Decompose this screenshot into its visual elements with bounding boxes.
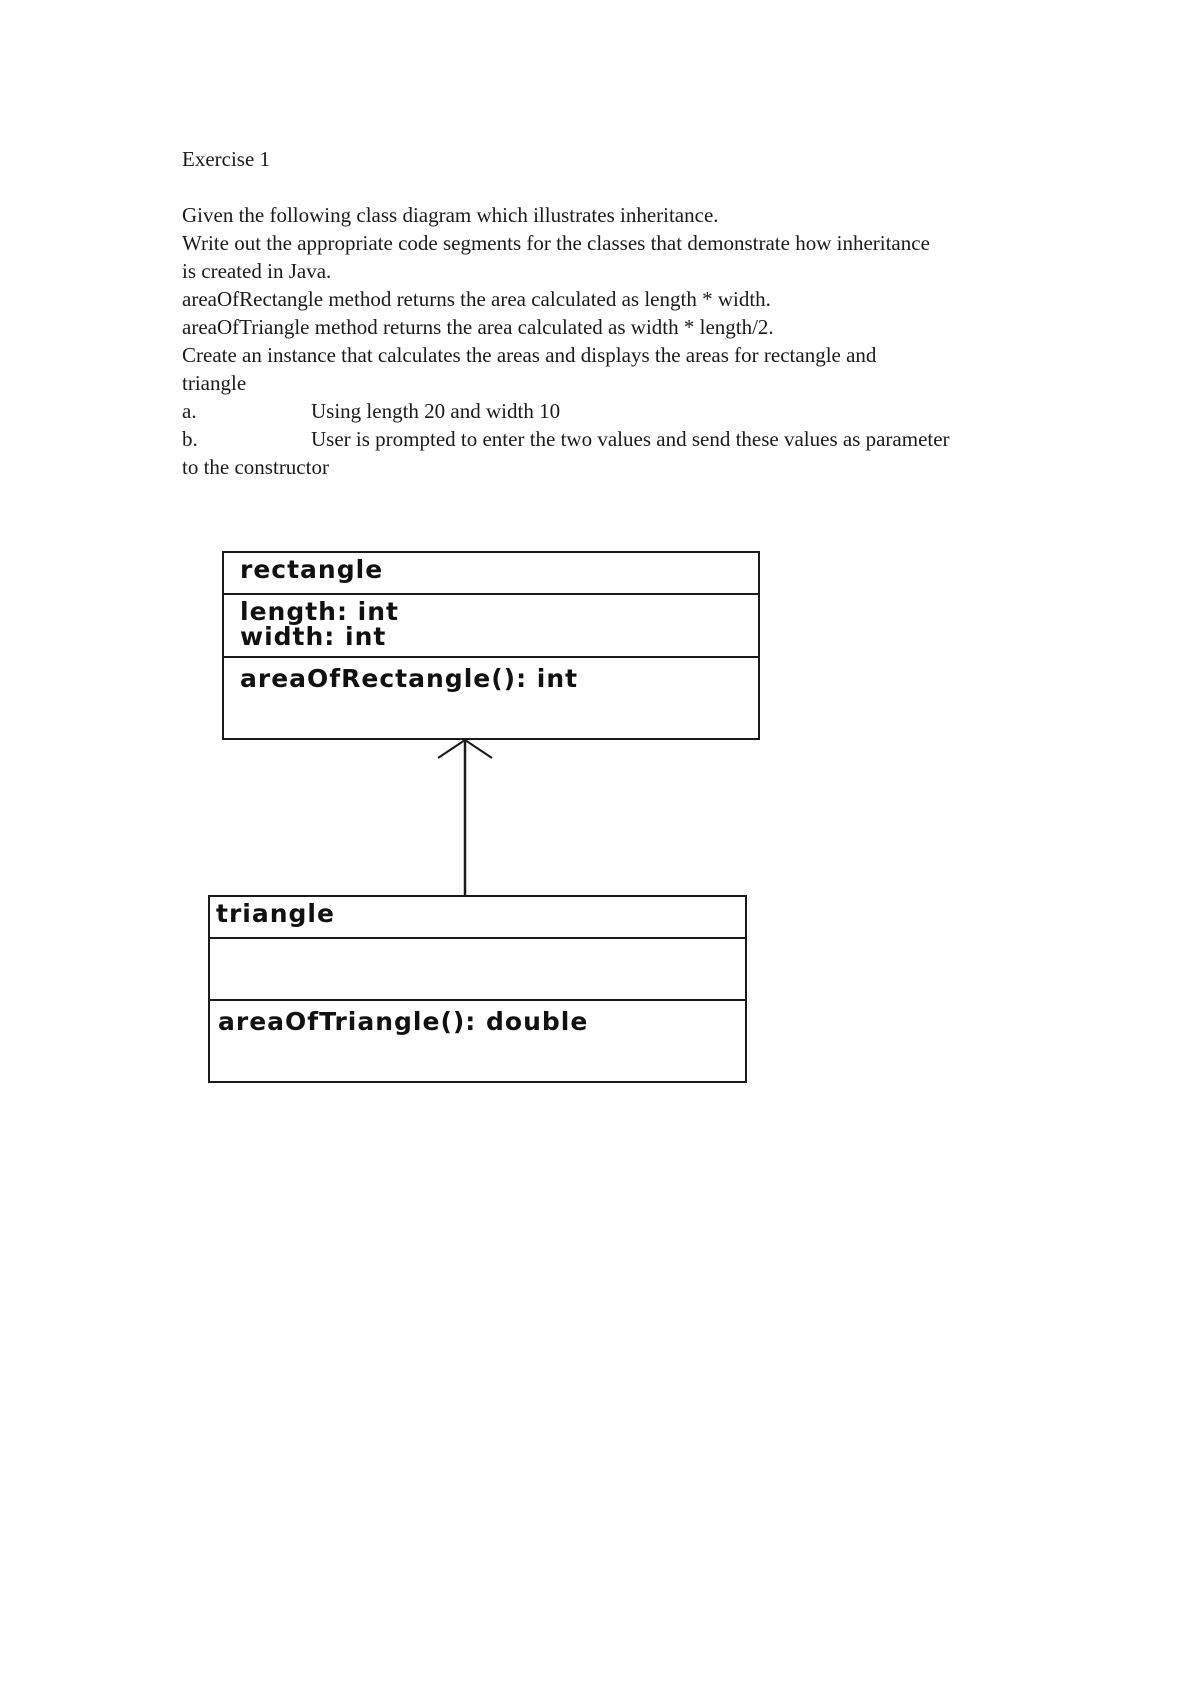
exercise-title: Exercise 1 (182, 147, 271, 171)
instruction-line: triangle (182, 371, 247, 395)
exercise-text (182, 145, 1082, 481)
class-name: rectangle (224, 553, 758, 595)
uml-class-rectangle (222, 551, 760, 740)
list-marker: a. (182, 399, 197, 423)
uml-class-triangle (208, 895, 747, 1083)
list-item-a (182, 397, 1082, 425)
class-methods (224, 658, 758, 738)
list-item-text: User is prompted to enter the two values and send these values as parameter (311, 427, 950, 451)
instruction-line: is created in Java. (182, 259, 332, 283)
inheritance-arrow (430, 736, 502, 898)
list-item-continuation: to the constructor (182, 455, 329, 479)
class-methods (210, 1001, 745, 1081)
instruction-line: areaOfTriangle method returns the area calculated as width * length/2. (182, 315, 774, 339)
class-attributes (224, 595, 758, 658)
instruction-line: areaOfRectangle method returns the area calculated as length * width. (182, 287, 771, 311)
class-name: triangle (210, 897, 745, 939)
attribute-length: length: int (240, 597, 399, 626)
attribute-width: width: int (240, 622, 387, 651)
list-item-text: Using length 20 and width 10 (311, 399, 561, 423)
method-area-of-rectangle: areaOfRectangle(): int (240, 664, 579, 693)
instruction-line: Given the following class diagram which illustrates inheritance. (182, 203, 719, 227)
method-area-of-triangle: areaOfTriangle(): double (218, 1007, 589, 1036)
list-item-b (182, 425, 1082, 481)
instruction-line: Write out the appropriate code segments for the classes that demonstrate how inheritance (182, 231, 930, 255)
class-attributes (210, 939, 745, 1001)
instruction-line: Create an instance that calculates the areas and displays the areas for rectangle and (182, 343, 877, 367)
list-marker: b. (182, 427, 198, 451)
